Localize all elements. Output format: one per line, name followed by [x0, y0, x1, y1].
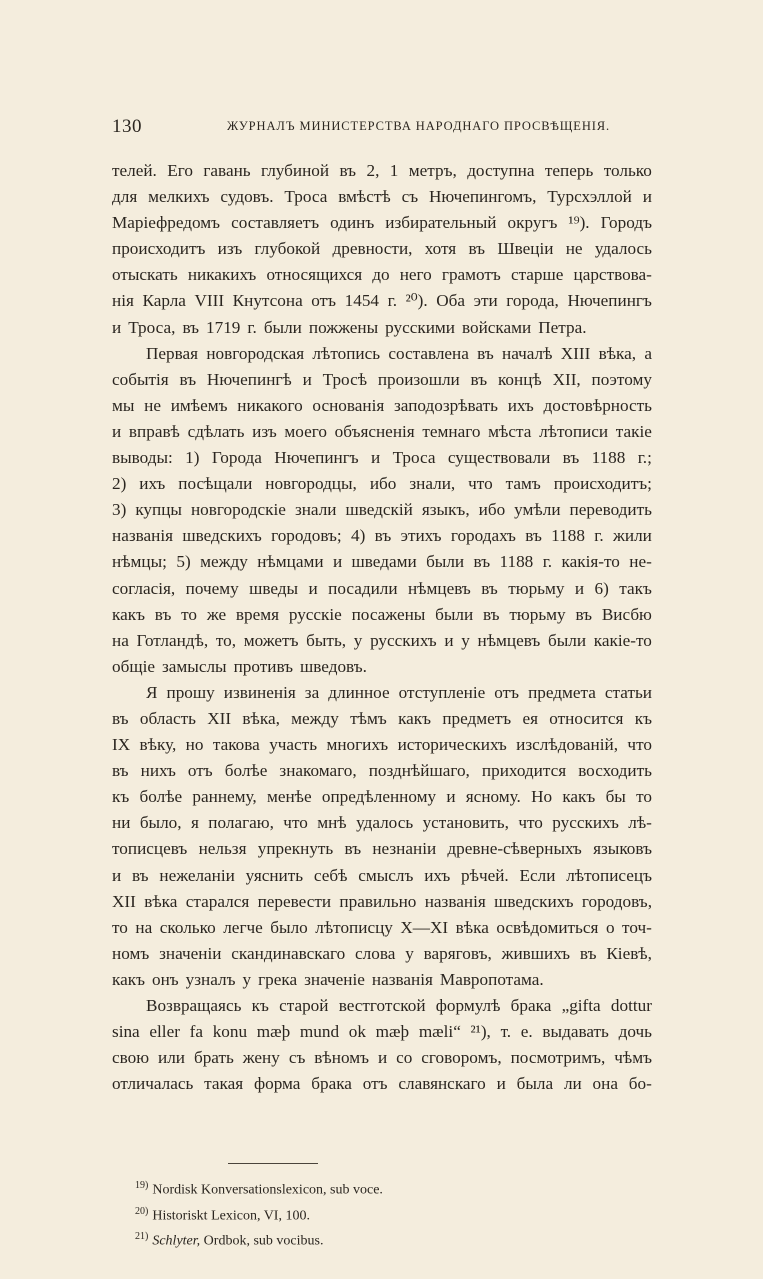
body-text [112, 158, 652, 1097]
text-line: 2) ихъ посѣщали новгородцы, ибо знали, что тамъ происходитъ; [112, 474, 652, 494]
text-line: отличалась такая форма брака отъ славянскаго и была ли она бо- [112, 1074, 652, 1094]
footnotes [135, 1175, 383, 1252]
footnote [135, 1201, 383, 1227]
footnote-divider [228, 1163, 318, 1164]
text-line: какъ онъ узналъ у грека значеніе названія Мавропотама. [112, 969, 544, 989]
text-line: то на сколько легче было лѣтописцу X—XI вѣка освѣдомиться о точ- [112, 917, 652, 937]
text-line: мы не имѣемъ никакого основанія заподозрѣвать ихъ достовѣрность [112, 395, 652, 415]
text-line: Возвращаясь къ старой вестготской формулѣ брака „gifta dottur [146, 996, 652, 1015]
footnote-number: 21) [135, 1231, 149, 1243]
text-line: на Готландѣ, то, можетъ быть, у русскихъ и у нѣмцевъ были какіе-то [112, 630, 652, 650]
text-line: нѣмцы; 5) между нѣмцами и шведами были въ 1188 г. какія-то не- [112, 552, 652, 572]
footnote [135, 1226, 383, 1252]
text-line: къ болѣе раннему, менѣе опредѣленному и ясному. Но какъ бы то [112, 787, 652, 807]
text-line: свою или брать жену съ вѣномъ и со сговоромъ, посмотримъ, чѣмъ [112, 1048, 652, 1068]
text-line: какъ въ то же время русскіе посажены были въ тюрьму въ Висбю [112, 604, 652, 624]
text-line: sina eller fa konu mæþ mund ok mæþ mæli“ ²¹), т. е. выдавать дочь [112, 1022, 652, 1042]
text-line: XII вѣка старался перевести правильно названія шведскихъ городовъ, [112, 891, 652, 911]
text-line: отыскать никакихъ относящихся до него грамотъ старше царствова- [112, 265, 652, 285]
text-line: номъ значеніи скандинавскаго слова у варяговъ, жившихъ въ Кіевѣ, [112, 943, 652, 963]
text-line: Я прошу извиненія за длинное отступленіе отъ предмета статьи [146, 682, 652, 702]
text-line: и Троса, въ 1719 г. были пожжены русскими войсками Петра. [112, 317, 587, 337]
page-header [112, 116, 652, 140]
text-line: IX вѣку, но такова участь многихъ историческихъ изслѣдованій, что [112, 735, 652, 755]
text-line: нія Карла VIII Кнутсона отъ 1454 г. ²⁰). Оба эти города, Нючепингъ [112, 291, 652, 311]
footnote-text: Nordisk Konversationslexicon, sub voce. [152, 1182, 383, 1198]
text-line: для мелкихъ судовъ. Троса вмѣстѣ съ Нючепингомъ, Турсхэллой и [112, 187, 652, 207]
text-line: выводы: 1) Города Нючепингъ и Троса существовали въ 1188 г.; [112, 448, 652, 468]
text-line: 3) купцы новгородскіе знали шведскій языкъ, ибо умѣли переводить [112, 500, 652, 520]
footnote-text: Historiskt Lexicon, VI, 100. [152, 1208, 310, 1224]
text-line: Первая новгородская лѣтопись составлена въ началѣ XIII вѣка, а [146, 343, 652, 363]
text-line: ни было, я полагаю, что мнѣ удалось установить, что русскихъ лѣ- [112, 813, 652, 833]
text-line: въ нихъ отъ болѣе знакомаго, позднѣйшаго, приходится восходить [112, 761, 652, 781]
footnote-text: Ordbok, sub vocibus. [203, 1233, 324, 1249]
text-line: и въ нежеланіи уяснить себѣ смыслъ ихъ рѣчей. Если лѣтописецъ [112, 865, 652, 885]
footnote-author: Schlyter, [152, 1233, 201, 1249]
page-number: 130 [112, 116, 142, 137]
text-line: Маріефредомъ составляетъ одинъ избирательный округъ ¹⁹). Городъ [112, 213, 652, 233]
footnote-number: 19) [135, 1180, 149, 1191]
running-head: ЖУРНАЛЪ МИНИСТЕРСТВА НАРОДНАГО ПРОСВѢЩЕНIЯ. [227, 119, 611, 133]
text-line: происходитъ изъ глубокой древности, хотя въ Швеціи не удалось [112, 239, 652, 259]
text-line: въ область XII вѣка, между тѣмъ какъ предметъ ея относится къ [112, 708, 652, 728]
text-line: и вправѣ сдѣлать изъ моего объясненія темнаго мѣста лѣтописи такіе [112, 421, 652, 441]
text-line: телей. Его гавань глубиной въ 2, 1 метръ, доступна теперь только [112, 161, 652, 180]
footnote [135, 1175, 383, 1201]
text-line: общіе замыслы противъ шведовъ. [112, 656, 367, 676]
text-line: тописцевъ нельзя упрекнуть въ незнаніи древне-сѣверныхъ языковъ [112, 839, 652, 859]
text-line: событія въ Нючепингѣ и Тросѣ произошли въ концѣ XII, поэтому [112, 369, 652, 389]
text-line: согласія, почему шведы и посадили нѣмцевъ въ тюрьму и 6) такъ [112, 578, 652, 598]
footnote-number: 20) [135, 1205, 149, 1217]
text-line: названія шведскихъ городовъ; 4) въ этихъ городахъ въ 1188 г. жили [112, 526, 652, 546]
